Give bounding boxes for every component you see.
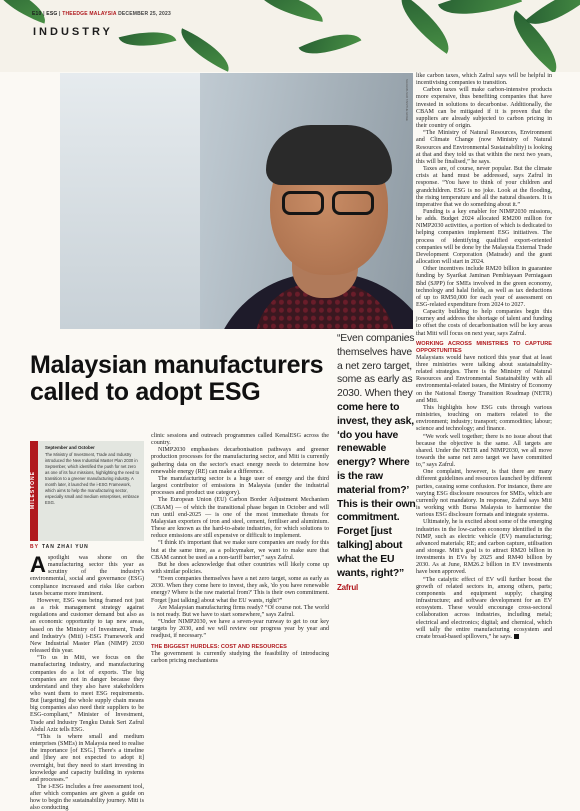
pull-quote-intro: “Even companies themselves have a net zero target, some as early as 2030. When they [337, 333, 415, 400]
leaf-decoration [254, 0, 327, 22]
paragraph: One complaint, however, is that there are many different guidelines and resources launched by different parties, causing some confusion. For instance, there are varying ESG disclosure resources for SMEs, which are currently not mandatory. In response, Zafrul says Miti is working with Bursa Malaysia to harmonise the various ESG disclosure formats and integrate systems. [416, 469, 552, 519]
photo-glasses-right [332, 191, 374, 215]
article-column-2 [151, 433, 329, 665]
byline [30, 544, 89, 550]
folio-section: ESG [46, 11, 58, 17]
subheading: WORKING ACROSS MINISTRIES TO CAPTURE OPPORTUNITIES [416, 340, 552, 354]
leaf-decoration [174, 28, 237, 71]
paragraph: “I think it's important that we make sure companies are ready for this but at the same time, as a policymaker, we want to make sure that CBAM cannot be used as a non-tariff barrier,” says Zafrul. [151, 540, 329, 561]
end-mark [514, 634, 519, 639]
paragraph: Aspotlight was shone on the manufacturing sector this year as scrutiny of the industry's environmental, social and governance (ESG) compliance increased and risks like carbon taxes became more imminent. [30, 552, 144, 597]
section-label: INDUSTRY [33, 26, 113, 38]
paragraph: Capacity building to help companies begin this journey and address the shortage of talent and funding to offset the costs of decarbonisation will be key areas that Miti will focus on next year, says Zafrul. [416, 309, 552, 337]
paragraph: Taxes are, of course, never popular. But the climate crisis at hand must be addressed, says Zafrul in response. “You have to think of your children and grandchildren. ESG is no joke. Look at the flooding, the rising temperature and all the natural disasters. It is imperative that we do something about it.” [416, 166, 552, 208]
milestone-text: The Ministry of Investment, Trade and Industry introduced the New Industrial Master Plan 2030 in September, which identified the push for net zero as one of its four missions, highlighting the need to transition to a greener manufacturing industry. A month later, it launched the i-ESG Framework, which aims to help the manufacturing sector, especially small and medium enterprises, embrace ESG. [45, 452, 140, 505]
paragraph: Funding is a key enabler for NIMP2030 missions, he adds. Budget 2024 allocated RM200 million for NIMP2030 activities, a portion of which is dedicated to helping companies implement ESG initiatives. The process of identifying qualified export-oriented companies will be done by the Malaysia External Trade Development Corporation (Matrade) and the grant allocation will start in 2024. [416, 208, 552, 266]
paragraph: However, ESG was being framed not just as a risk management strategy against regulations and customer demand but also as an economic opportunity to tap new areas, based on the Ministry of Investment, Trade and Industry's (Miti) i-ESG Framework and New Industrial Master Plan (NIMP) 2030 released this year. [30, 597, 144, 655]
article-column-3 [416, 73, 552, 641]
milestone-tab-label: MILESTONE [30, 471, 36, 510]
paragraph: “To us in Miti, we focus on the manufacturing industry, and manufacturing companies do a lot of exports. The big companies are not in danger because they understand and they also have stakeholders who want them to meet ESG requirements. But [targeting] the whole supply chain means big companies also need their suppliers to be ESG-compliant,” Minister of Investment, Trade and Industry Tengku Datuk Seri Zafrul Abdul Aziz tells ESG. [30, 655, 144, 733]
paragraph: NIMP2030 emphasises decarbonisation pathways and greener production processes for the manufacturing sector, and Miti is currently gathering data on the sector's exact energy needs to determine how renewable energy (RE) can make a difference. [151, 447, 329, 475]
paragraph: Carbon taxes will make carbon-intensive products more expensive, thus benefiting companies that have invested in solutions to decarbonise. Additionally, the CBAM can be mitigated if it is proven that the suppliers are already subjected to carbon pricing in their country of origin. [416, 87, 552, 130]
paragraph: The manufacturing sector is a huge user of energy and the third largest contributor of emissions in Malaysia (under the industrial processes and product use category). [151, 475, 329, 497]
paragraph: The i-ESG includes a free assessment tool, after which companies are given a guide on how to begin the sustainability journey. Miti is also conducting [30, 784, 144, 811]
paragraph: Are Malaysian manufacturing firms ready? “Of course not. The world is not ready. But we have to start somewhere,” says Zafrul. [151, 604, 329, 618]
paragraph: “Under NIMP2030, we have a seven-year runway to get to our key targets by 2030, and we will review our progress year by year and readjust, if necessary.” [151, 619, 329, 640]
paragraph: “This is where small and medium enterprises (SMEs) in Malaysia need to realise the importance [of ESG.] There's a timeline and [they are not expected to adopt it] overnight, but they need to start investing in knowledge and capacity building in systems and processes.” [30, 733, 144, 783]
pull-quote-emphasis: come here to invest, they ask, ‘do you have renewable energy? Where is the raw material from?’ This is their own commitment. Forget [just talking] about what the EU wants, right?” [337, 401, 416, 579]
milestone-tab [30, 441, 38, 541]
folio-line: E10 | ESG | THEEDGE MALAYSIA DECEMBER 25, 2023 [32, 11, 171, 17]
leaf-decoration [299, 22, 362, 65]
subheading: THE BIGGEST HURDLES: COST AND RESOURCES [151, 643, 287, 650]
paragraph: “We work well together; there is no issue about that because the objective is the same. All targets are shared. Under the NETR and NIMP2030, we all move towards the same net zero target we have committed to,” says Zafrul. [416, 433, 552, 469]
page-number: E10 [32, 11, 42, 17]
photo-background [60, 73, 200, 329]
pull-quote-attribution: Zafrul [337, 583, 359, 593]
pull-quote [337, 332, 419, 592]
issue-date: DECEMBER 25, 2023 [118, 11, 171, 17]
paragraph: like carbon taxes, which Zafrul says will be helpful in incentivising companies to transition. [416, 73, 552, 87]
photo-credit: SHAHRILSAD TAN/THE EDGE [405, 79, 409, 121]
byline-prefix: BY [30, 544, 39, 550]
paragraph: Malaysians would have noticed this year that at least three ministries were talking about sustainability-related strategies. There is the Ministry of Natural Resources and Environmental Sustainability with all environmental-related issues, the Ministry of Economy on the National Energy Transition Roadmap (NETR) and Miti. [416, 354, 552, 404]
paragraph: Other incentives include RM20 billion in guarantee funding by Syarikat Jaminan Pembiayaan Perniagaan Bhd (SJPP) for SMEs involved in the green economy, technology and halal fields, as well as tax deductions of up to RM50,000 for each year of assessment on ESG-related expenditure from 2024 to 2027. [416, 266, 552, 308]
milestone-title: September and October [45, 445, 95, 450]
byline-author: TAN ZHAI YUN [41, 544, 89, 550]
paragraph: “The Ministry of Natural Resources, Environment and Climate Change (now Ministry of Natural Resources and Environmental Sustainability) is looking at that and they told us that within the next two years, this will be finalised,” he says. [416, 130, 552, 165]
paragraph: But he does acknowledge that other countries will likely come up with similar policies. [151, 561, 329, 575]
leaf-decoration [438, 0, 522, 29]
paragraph: The government is currently studying the feasibility of introducing carbon pricing mechanisms [151, 650, 329, 664]
paragraph: This highlights how ESG cuts through various ministries, touching on matters related to the environment; industry; transport; commodities; labour; science and technology; and finance. [416, 404, 552, 433]
paragraph: Ultimately, he is excited about some of the emerging industries in the low-carbon economy identified in the NIMP, such as electric vehicle (EV) manufacturing; advanced materials; RE; and carbon capture, utilisation and storage. Miti's goal is to attract RM20 billion in investments in EVs by 2025 and RM40 billion by 2030. As at June, RM26.2 billion in EV investments have been approved. [416, 519, 552, 576]
article-column-1 [30, 552, 144, 811]
portrait-photo [60, 73, 413, 329]
paragraph: clinic sessions and outreach programmes called KenalESG across the country. [151, 433, 329, 447]
drop-cap: A [30, 552, 46, 577]
article-headline: Malaysian manufacturers called to adopt ESG [30, 351, 324, 406]
publication-name: THEEDGE MALAYSIA [62, 11, 117, 17]
paragraph: “Even companies themselves have a net zero target, some as early as 2030. When they come here to invest, they ask, 'do you have renewable energy? Where is the raw material from?' This is their own commitment. Forget [just talking] about what the EU wants, right?” [151, 576, 329, 604]
milestone-box [30, 441, 144, 541]
page-header [0, 0, 580, 72]
leaf-decoration [119, 23, 177, 55]
paragraph: “The catalytic effect of EV will further boost the growth of related sectors in, among others, parts; components and equipment supply; charging infrastructure; and software development for an EV ecosystem. These would encourage cross-sectoral collaboration across industries, including metal; electrical and electronics; digital; and chemical, which will tally the entire manufacturing ecosystem and create broad-based spillovers,” he says. [416, 576, 552, 640]
photo-glasses-left [282, 191, 324, 215]
photo-hair [266, 125, 392, 185]
paragraph: The European Union (EU) Carbon Border Adjustment Mechanism (CBAM) — of which the transitional phase began in October and will run until end-2025 — is one of the most immediate threats for Malaysian exporters of iron and steel, cement, fertiliser and aluminium. These are known as the hard-to-abate industries, for which solutions to reduce emissions are still expensive or difficult to implement. [151, 497, 329, 540]
